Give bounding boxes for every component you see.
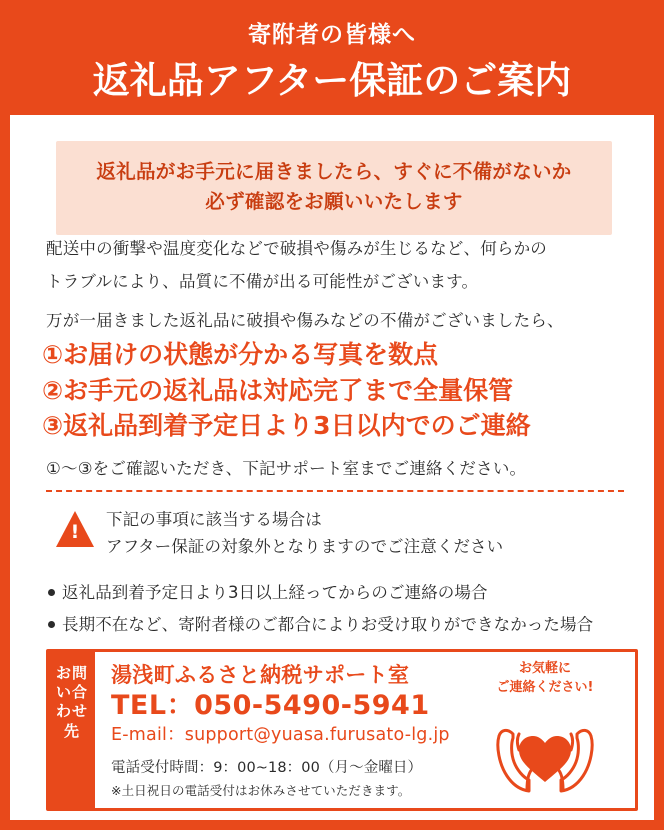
contact-panel <box>46 649 638 811</box>
notice-box <box>56 141 612 235</box>
bubble-line-1: お気軽に <box>518 661 571 676</box>
content-card <box>10 115 654 820</box>
bubble-text <box>479 660 611 698</box>
warning-text <box>106 507 503 560</box>
list-item: 返礼品到着予定日より3日以上経ってからのご連絡の場合 <box>46 577 646 609</box>
contact-hours: 電話受付時間：9：00~18：00（月～金曜日） <box>111 760 423 777</box>
warning-line-2: アフター保証の対象外となりますのでご注意ください <box>106 536 504 556</box>
point-1: ①お届けの状態が分かる写真を数点 <box>42 340 439 369</box>
numbered-points <box>42 337 642 444</box>
body-para2: 万が一届きました返礼品に破損や傷みなどの不備がございましたら、 <box>46 310 564 330</box>
header-banner <box>0 0 664 118</box>
point-3: ③返礼品到着予定日より3日以内でのご連絡 <box>42 411 531 440</box>
closing-text: ①〜③をご確認いただき、下記サポート室までご連絡ください。 <box>46 459 527 478</box>
hands-illustration-area <box>465 658 625 808</box>
exclusion-list <box>46 577 646 641</box>
dashed-divider <box>46 490 624 492</box>
point-2: ②お手元の返礼品は対応完了まで全量保管 <box>42 375 514 405</box>
contact-tab-label: お問い合わせ先 <box>49 652 95 808</box>
warning-line-1: 下記の事項に該当する場合は <box>106 510 322 529</box>
body-para1-line2: トラブルにより、品質に不備が出る可能性がございます。 <box>46 271 479 291</box>
hands-holding-heart-icon <box>483 694 607 794</box>
contact-phone[interactable]: TEL：050-5490-5941 <box>111 690 430 722</box>
body-text <box>46 235 638 340</box>
bubble-line-2: ご連絡ください! <box>496 679 594 695</box>
list-item: 長期不在など、寄附者様のご都合によりお受け取りができなかった場合 <box>46 609 646 641</box>
warning-block <box>56 507 636 560</box>
contact-email[interactable]: E-mail：support@yuasa.furusato-lg.jp <box>111 724 450 745</box>
body-para1-line1: 配送中の衝撃や温度変化などで破損や傷みが生じるなど、何らかの <box>46 239 547 258</box>
page-title: 返礼品アフター保証のご案内 <box>92 59 572 102</box>
notice-line-1: 返礼品がお手元に届きましたら、すぐに不備がないか <box>96 160 572 183</box>
warning-triangle-icon: ! <box>56 511 94 551</box>
contact-note: ※土日祝日の電話受付はお休みさせていただきます。 <box>111 783 411 799</box>
notice-line-2: 必ず確認をお願いいたします <box>205 190 463 214</box>
contact-office-name: 湯浅町ふるさと納税サポート室 <box>111 663 410 687</box>
header-subtitle: 寄附者の皆様へ <box>248 22 416 48</box>
